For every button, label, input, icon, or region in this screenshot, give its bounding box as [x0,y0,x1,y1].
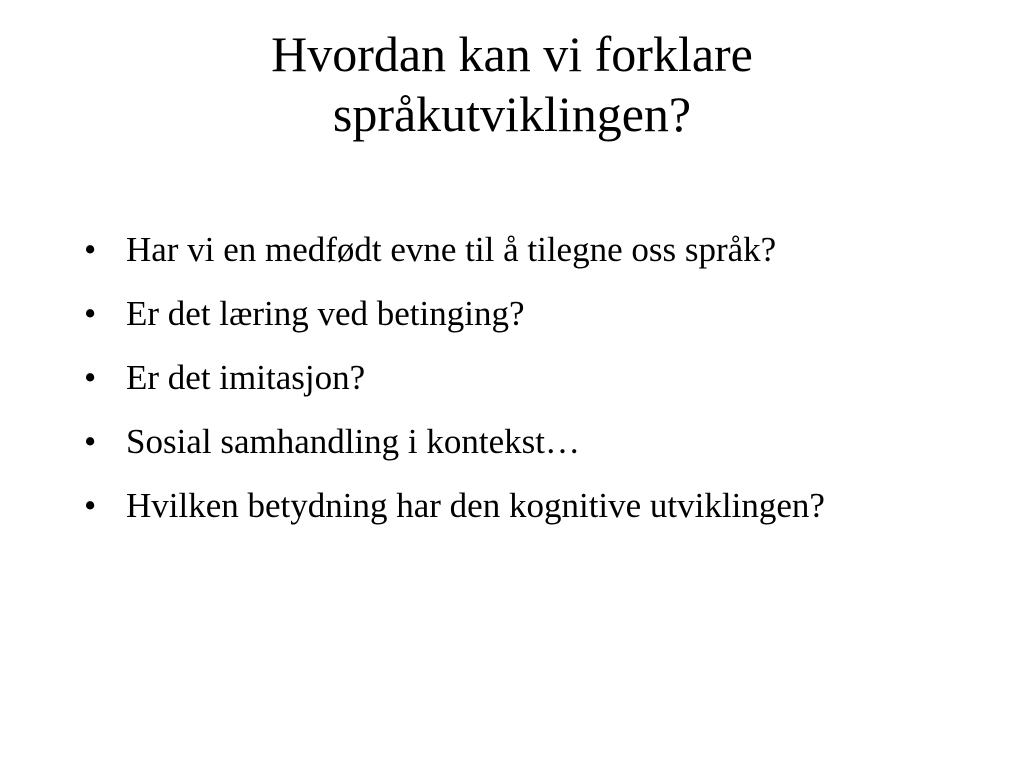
bullet-item [84,228,904,272]
bullet-dot-icon: • [84,358,97,397]
bullet-dot-icon: • [84,294,97,333]
bullet-item [84,292,904,336]
bullet-text: Hvilken betydning har den kognitive utviklingen? [126,486,825,525]
bullet-list [84,228,904,548]
bullet-text: Har vi en medfødt evne til å tilegne oss språk? [126,230,777,269]
bullet-dot-icon: • [84,486,97,525]
slide-title: Hvordan kan vi forklare språkutviklingen? [271,26,753,142]
bullet-text: Er det læring ved betinging? [126,294,525,333]
bullet-dot-icon: • [84,422,97,461]
bullet-dot-icon: • [84,230,97,269]
bullet-text: Sosial samhandling i kontekst… [126,422,581,461]
bullet-item [84,356,904,400]
bullet-item [84,420,904,464]
bullet-text: Er det imitasjon? [126,358,366,397]
bullet-item [84,484,904,528]
